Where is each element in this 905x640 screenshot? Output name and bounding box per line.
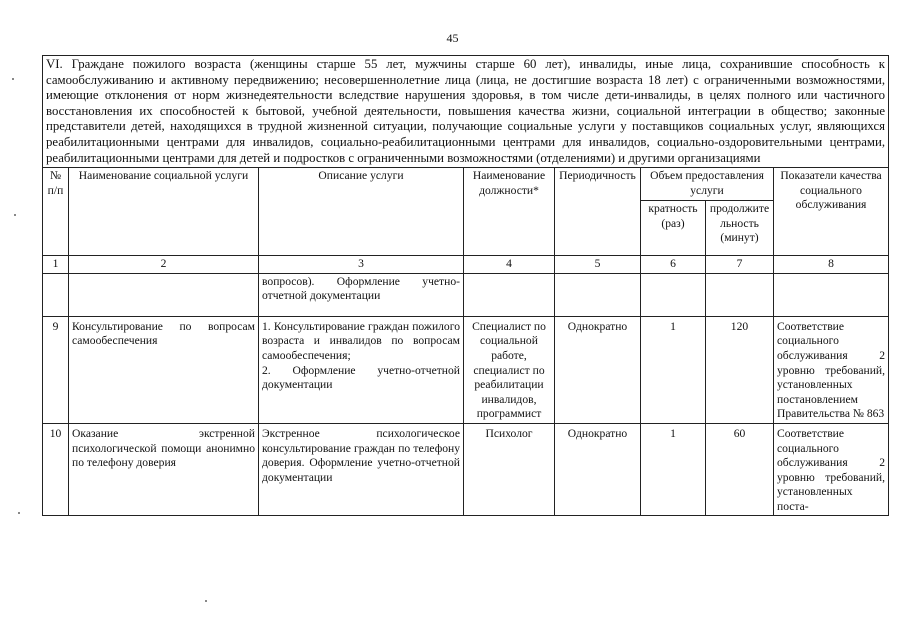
cell-description: вопросов). Оформление учетно-отчетной документации xyxy=(259,273,464,316)
column-number: 3 xyxy=(259,256,464,274)
cell-quality: Соответствие социального обслуживания 2 уровню требований, установленных постановлением Правительства № 863 xyxy=(774,316,889,423)
page-number: 45 xyxy=(446,31,459,45)
header-description: Описание услуги xyxy=(259,168,464,256)
header-periodicity: Периодичность xyxy=(555,168,641,256)
cell-multiplicity: 1 xyxy=(641,316,706,423)
column-number: 2 xyxy=(69,256,259,274)
section-title-row xyxy=(43,56,889,168)
header-row xyxy=(43,168,889,201)
cell-num: 10 xyxy=(43,423,69,516)
scan-speck xyxy=(14,214,16,216)
cell-num: 9 xyxy=(43,316,69,423)
header-quality: Показатели качества социального обслуживания xyxy=(774,168,889,256)
column-number: 8 xyxy=(774,256,889,274)
header-num: № п/п xyxy=(43,168,69,256)
cell-quality xyxy=(774,273,889,316)
cell-position: Специалист по социальной работе, специалист по реабилитации инвалидов, программист xyxy=(464,316,555,423)
table-row xyxy=(43,423,889,516)
cell-quality: Соответствие социального обслуживания 2 уровню требований, установленных поста- xyxy=(774,423,889,516)
table-row xyxy=(43,273,889,316)
column-number: 1 xyxy=(43,256,69,274)
cell-multiplicity xyxy=(641,273,706,316)
services-table xyxy=(42,55,889,516)
section-title: VI. Граждане пожилого возраста (женщины старше 55 лет, мужчины старше 60 лет), инвалиды, иные лица, сохранившие способность к самообслуживанию и активному передвижению; несовершеннолетние лица (лица, не достигшие возраста 18 лет) с ограниченными возможностями, имеющие отклонения от норм жизнедеятельности вследствие нарушения здоровья, в том числе дети-инвалиды, в целях полного или частичного восстановления их способностей к бытовой, учебной деятельности, повышения качества жизни, социальной интеграции в общество; законные представители детей, находящихся в трудной жизненной ситуации, получающие социальные услуги у поставщиков социальных услуг, являющихся реабилитационными центрами для инвалидов, социально-реабилитационными центрами для инвалидов, социально-оздоровительными центрами, реабилитационными центрами для детей и подростков с ограниченными возможностями (отделениями) и другими организациями xyxy=(43,56,889,168)
column-number: 7 xyxy=(706,256,774,274)
scan-speck xyxy=(18,512,20,514)
cell-service-name xyxy=(69,273,259,316)
header-multiplicity: кратность (раз) xyxy=(641,201,706,256)
header-service-name: Наименование социальной услуги xyxy=(69,168,259,256)
column-numbers-row xyxy=(43,256,889,274)
cell-position xyxy=(464,273,555,316)
cell-description: 1. Консультирование граждан пожилого возраста и инвалидов по вопросам самообеспечения; 2. Оформление учетно-отчетной документации xyxy=(259,316,464,423)
cell-position: Психолог xyxy=(464,423,555,516)
cell-duration: 120 xyxy=(706,316,774,423)
cell-periodicity: Однократно xyxy=(555,316,641,423)
cell-service-name: Консультирование по вопросам самообеспечения xyxy=(69,316,259,423)
scan-speck xyxy=(12,78,14,80)
cell-description: Экстренное психологическое консультирование граждан по телефону доверия. Оформление учетно-отчетной документации xyxy=(259,423,464,516)
column-number: 4 xyxy=(464,256,555,274)
table-row xyxy=(43,316,889,423)
cell-duration xyxy=(706,273,774,316)
column-number: 5 xyxy=(555,256,641,274)
header-volume: Объем предоставления услуги xyxy=(641,168,774,201)
cell-duration: 60 xyxy=(706,423,774,516)
scan-speck xyxy=(205,600,207,602)
column-number: 6 xyxy=(641,256,706,274)
cell-periodicity xyxy=(555,273,641,316)
cell-multiplicity: 1 xyxy=(641,423,706,516)
cell-num xyxy=(43,273,69,316)
cell-service-name: Оказание экстренной психологической помощи анонимно по телефону доверия xyxy=(69,423,259,516)
cell-periodicity: Однократно xyxy=(555,423,641,516)
header-position: Наименование должности* xyxy=(464,168,555,256)
header-duration: продолжительность (минут) xyxy=(706,201,774,256)
